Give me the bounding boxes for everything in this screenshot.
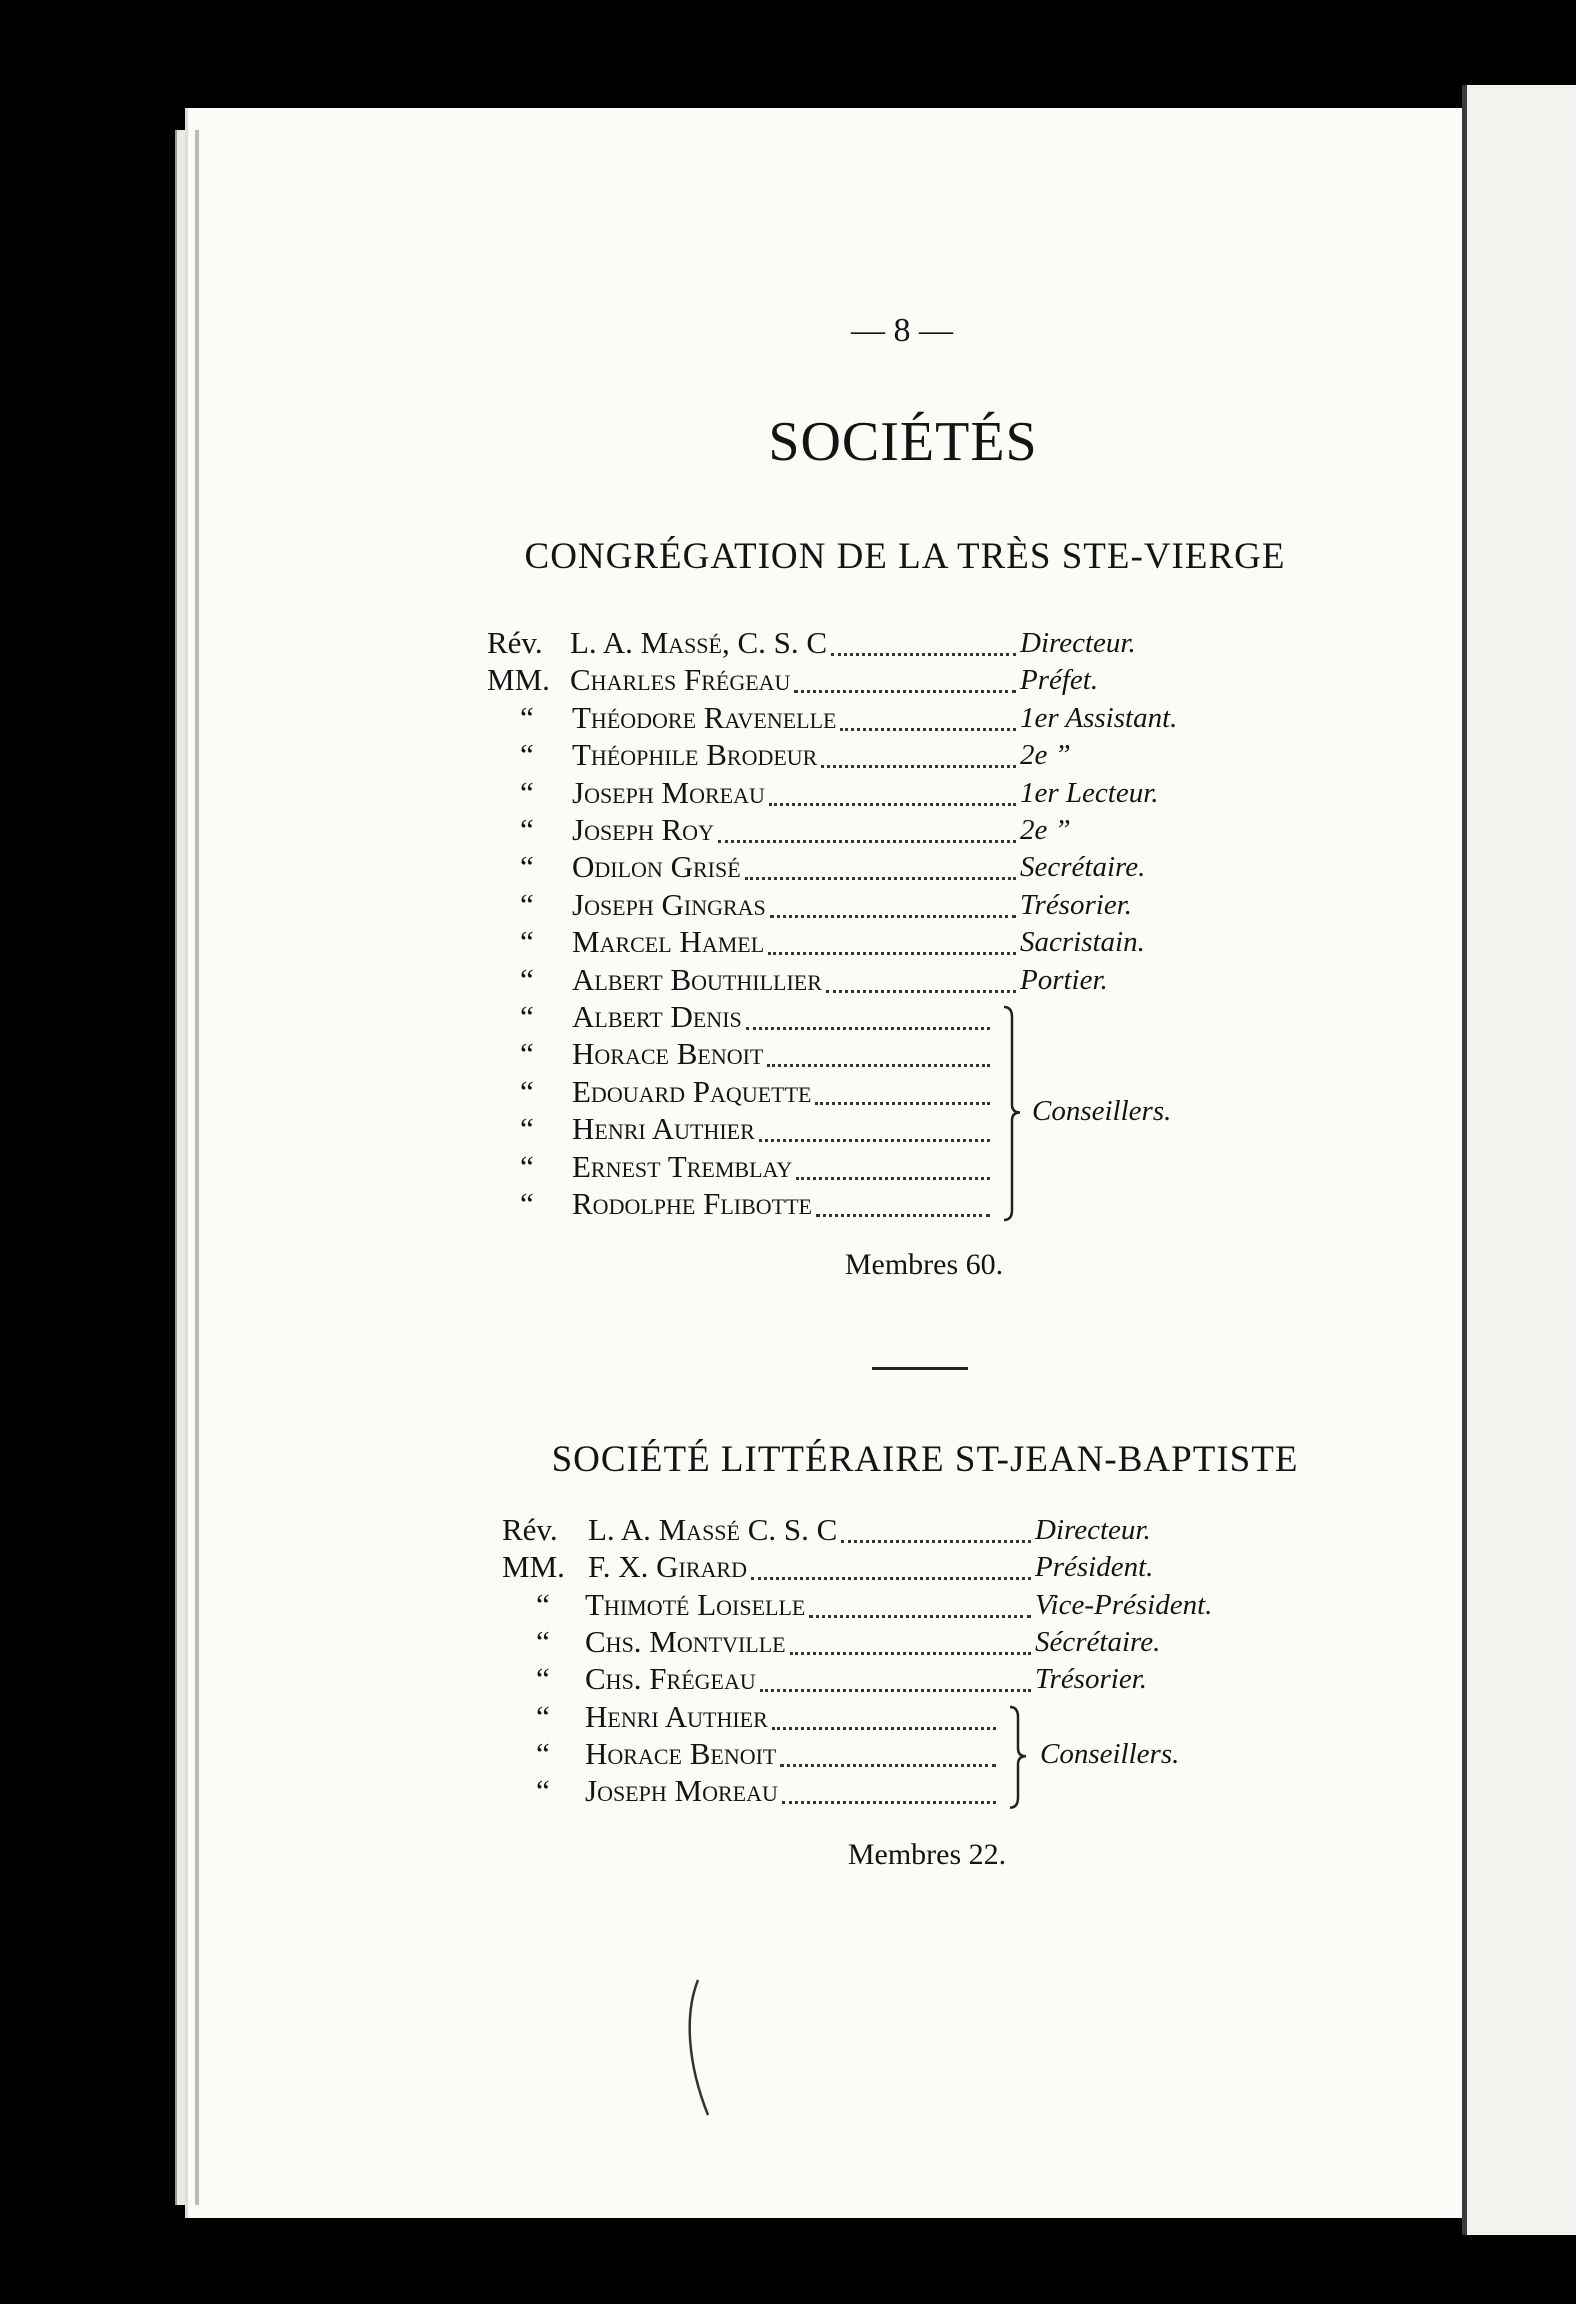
leader-dots	[809, 1615, 1031, 1618]
leader-dots	[745, 877, 1016, 880]
member-name: F. X. Girard	[588, 1549, 747, 1585]
member-role: Sécrétaire.	[1035, 1625, 1161, 1658]
leader-dots	[746, 1027, 990, 1030]
leader-dots	[821, 765, 1016, 768]
leader-dots	[769, 803, 1016, 806]
entry-prefix: “	[520, 999, 534, 1034]
leader-dots	[759, 1139, 990, 1142]
entry-prefix: Rév.	[502, 1512, 558, 1547]
page-title: SOCIÉTÉS	[768, 411, 1038, 473]
member-role: Trésorier.	[1035, 1663, 1148, 1696]
member-name: Thimoté Loiselle	[585, 1586, 806, 1622]
entry-prefix: “	[520, 849, 534, 885]
curly-brace-icon	[1000, 1005, 1030, 1224]
member-name: Joseph Moreau	[585, 1773, 778, 1809]
member-name: Chs. Montville	[585, 1623, 786, 1659]
leader-dots	[826, 990, 1016, 993]
curly-brace-icon	[1006, 1705, 1036, 1812]
entry-prefix: “	[520, 812, 534, 847]
member-name: Edouard Paquette	[572, 1073, 812, 1109]
member-role: Secrétaire.	[1020, 851, 1146, 884]
leader-dots	[840, 728, 1016, 731]
member-name: Joseph Moreau	[572, 774, 765, 810]
leader-dots	[782, 1801, 996, 1804]
pencil-mark	[670, 1975, 730, 2125]
leader-dots	[718, 840, 1016, 843]
member-name: L. A. Massé C. S. C	[588, 1512, 838, 1547]
entry-prefix: “	[520, 699, 534, 735]
leader-dots	[796, 1177, 990, 1180]
entry-prefix: “	[520, 774, 534, 810]
facing-page-edge	[1462, 85, 1576, 2235]
society-heading-congregation: CONGRÉGATION DE LA TRÈS STE-VIERGE	[524, 536, 1286, 577]
member-role: 2e ”	[1020, 814, 1071, 846]
congregation-members-count: Membres 60.	[844, 1248, 1004, 1281]
entry-prefix: Rév.	[487, 625, 543, 660]
member-name: Théodore Ravenelle	[572, 699, 837, 735]
leader-dots	[841, 1540, 1031, 1543]
member-name: Ernest Tremblay	[572, 1148, 793, 1184]
book-page-gutter	[195, 130, 199, 2205]
leader-dots	[760, 1689, 1031, 1692]
member-role: Directeur.	[1035, 1514, 1151, 1546]
conseillers-label: Conseillers.	[1032, 1094, 1172, 1127]
leader-dots	[751, 1577, 1031, 1580]
member-role: Directeur.	[1020, 627, 1136, 659]
entry-prefix: “	[520, 1186, 534, 1221]
entry-prefix: “	[520, 886, 534, 922]
leader-dots	[780, 1764, 996, 1767]
member-role: Portier.	[1020, 963, 1108, 996]
member-role: 2e ”	[1020, 739, 1071, 772]
member-role: 1er Assistant.	[1020, 701, 1178, 734]
entry-prefix: “	[520, 961, 534, 997]
entry-prefix: MM.	[487, 662, 550, 698]
entry-prefix: “	[520, 924, 534, 960]
entry-prefix: “	[520, 737, 534, 773]
member-role: Trésorier.	[1020, 888, 1133, 921]
leader-dots	[772, 1727, 996, 1730]
entry-prefix: “	[520, 1111, 534, 1147]
member-name: Théophile Brodeur	[572, 737, 818, 773]
member-name: Henri Authier	[572, 1111, 755, 1147]
member-name: Joseph Roy	[572, 812, 714, 847]
member-name: L. A. Massé, C. S. C	[570, 625, 828, 660]
leader-dots	[794, 690, 1016, 693]
member-role: 1er Lecteur.	[1020, 776, 1159, 809]
member-name: Albert Denis	[572, 999, 742, 1034]
leader-dots	[768, 952, 1016, 955]
member-name: Joseph Gingras	[572, 886, 766, 922]
member-role: Sacristain.	[1020, 926, 1145, 959]
conseillers-label: Conseillers.	[1040, 1737, 1180, 1770]
entry-prefix: MM.	[502, 1549, 565, 1585]
leader-dots	[816, 1214, 990, 1217]
entry-prefix: “	[520, 1148, 534, 1184]
leader-dots	[790, 1652, 1031, 1655]
member-name: Horace Benoit	[585, 1735, 777, 1771]
entry-prefix: “	[536, 1735, 550, 1771]
member-name: Chs. Frégeau	[585, 1661, 756, 1697]
member-role: Président.	[1035, 1551, 1154, 1584]
member-role: Préfet.	[1020, 664, 1099, 697]
member-name: Charles Frégeau	[570, 662, 791, 698]
member-role: Vice-Président.	[1035, 1588, 1213, 1621]
entry-prefix: “	[520, 1036, 534, 1072]
member-name: Rodolphe Flibotte	[572, 1186, 812, 1221]
litteraire-members-count: Membres 22.	[847, 1838, 1007, 1871]
member-name: Horace Benoit	[572, 1036, 764, 1072]
entry-prefix: “	[536, 1661, 550, 1697]
entry-prefix: “	[536, 1623, 550, 1659]
entry-prefix: “	[536, 1698, 550, 1734]
society-heading-litteraire: SOCIÉTÉ LITTÉRAIRE ST-JEAN-BAPTISTE	[551, 1439, 1299, 1480]
leader-dots	[815, 1102, 990, 1105]
member-name: Odilon Grisé	[572, 849, 741, 885]
entry-prefix: “	[536, 1773, 550, 1809]
member-name: Marcel Hamel	[572, 924, 765, 960]
leader-dots	[831, 653, 1016, 656]
member-name: Henri Authier	[585, 1698, 768, 1734]
entry-prefix: “	[520, 1073, 534, 1109]
section-divider	[872, 1367, 968, 1370]
leader-dots	[767, 1064, 990, 1067]
member-name: Albert Bouthillier	[572, 961, 822, 997]
entry-prefix: “	[536, 1586, 550, 1622]
page-number: — 8 —	[851, 312, 953, 349]
leader-dots	[770, 915, 1016, 918]
